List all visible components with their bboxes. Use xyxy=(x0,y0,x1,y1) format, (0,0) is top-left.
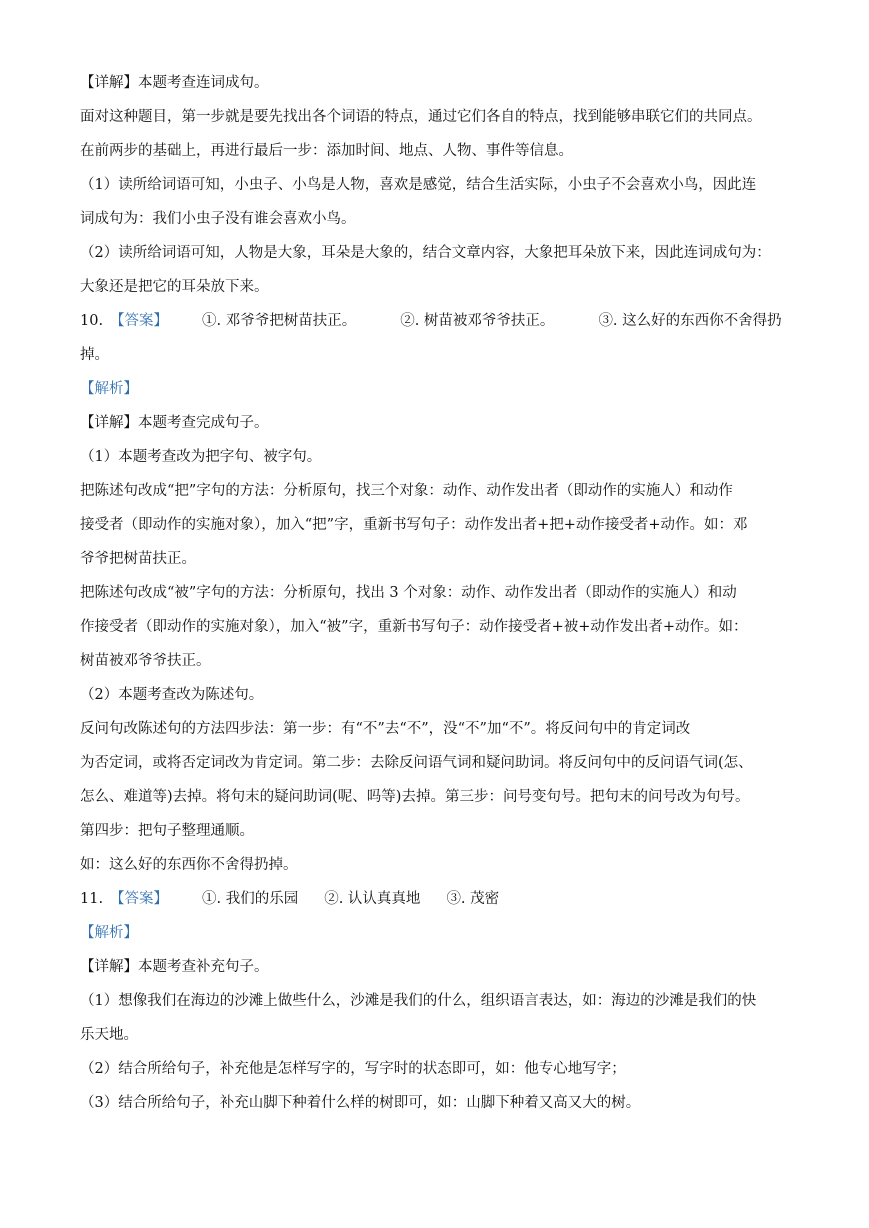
answer-item: ②. 认认真真地 xyxy=(324,891,421,907)
paragraph-line: （1）想像我们在海边的沙滩上做些什么，沙滩是我们的什么，组织语言表达，如：海边的沙滩是我们的快 xyxy=(80,993,757,1009)
answer-item: ②. 树苗被邓爷爷扶正。 xyxy=(400,313,555,329)
paragraph-line: 为否定词，或将否定词改为肯定词。第二步：去除反问语气词和疑问助词。将反问句中的反问语气词(怎、 xyxy=(80,755,753,771)
answer-tag: 【答案】 xyxy=(110,313,168,329)
paragraph-line: （2）结合所给句子，补充他是怎样写字的，写字时的状态即可，如：他专心地写字； xyxy=(80,1061,626,1077)
paragraph-line: 接受者（即动作的实施对象），加入“把”字，重新书写句子：动作发出者+把+动作接受者+动作。如：邓 xyxy=(80,517,748,533)
paragraph-line: 乐天地。 xyxy=(80,1027,138,1043)
q10-answer-line xyxy=(80,311,795,331)
paragraph-line: 如：这么好的东西你不舍得扔掉。 xyxy=(80,857,298,873)
detail-heading-q10: 【详解】本题考查完成句子。 xyxy=(80,415,269,431)
paragraph-line: 怎么、难道等)去掉。将句末的疑问助词(呢、吗等)去掉。第三步：问号变句号。把句末的问号改为句号。 xyxy=(80,789,750,805)
paragraph-line: 树苗被邓爷爷扶正。 xyxy=(80,653,211,669)
answer-item: ③. 这么好的东西你不舍得扔 xyxy=(598,313,782,329)
paragraph-line: 掉。 xyxy=(80,347,109,363)
detail-heading-q9: 【详解】本题考查连词成句。 xyxy=(80,75,269,91)
answer-item: ①. 邓爷爷把树苗扶正。 xyxy=(202,313,357,329)
question-number: 10. xyxy=(80,313,104,329)
answer-item: ①. 我们的乐园 xyxy=(202,891,299,907)
paragraph-line: 爷爷把树苗扶正。 xyxy=(80,551,196,567)
analysis-tag: 【解析】 xyxy=(80,925,138,941)
q11-answer-line xyxy=(80,889,795,909)
paragraph-line: 作接受者（即动作的实施对象），加入“被”字，重新书写句子：动作接受者+被+动作发出者+动作。如： xyxy=(80,619,748,635)
paragraph-line: （1）读所给词语可知，小虫子、小鸟是人物，喜欢是感觉，结合生活实际，小虫子不会喜欢小鸟，因此连 xyxy=(80,177,757,193)
paragraph-line: 面对这种题目，第一步就是要先找出各个词语的特点，通过它们各自的特点，找到能够串联它们的共同点。 xyxy=(80,109,762,125)
answer-item: ③. 茂密 xyxy=(446,891,500,907)
paragraph-line: 词成句为：我们小虫子没有谁会喜欢小鸟。 xyxy=(80,211,356,227)
paragraph-line: 反问句改陈述句的方法四步法：第一步：有“不”去“不”，没“不”加“不”。将反问句中的肯定词改 xyxy=(80,721,691,737)
answer-tag: 【答案】 xyxy=(110,891,168,907)
paragraph-line: 第四步：把句子整理通顺。 xyxy=(80,823,254,839)
paragraph-line: （2）本题考查改为陈述句。 xyxy=(80,687,264,703)
paragraph-line: 把陈述句改成“被”字句的方法：分析原句，找出 3 个对象：动作、动作发出者（即动作的实施人）和动 xyxy=(80,585,737,601)
paragraph-line: （3）结合所给句子，补充山脚下种着什么样的树即可，如：山脚下种着又高又大的树。 xyxy=(80,1095,641,1111)
paragraph-line: （1）本题考查改为把字句、被字句。 xyxy=(80,449,322,465)
detail-heading-q11: 【详解】本题考查补充句子。 xyxy=(80,959,269,975)
question-number: 11. xyxy=(80,891,104,907)
paragraph-line: 把陈述句改成“把”字句的方法：分析原句，找三个对象：动作、动作发出者（即动作的实施人）和动作 xyxy=(80,483,733,499)
paragraph-line: （2）读所给词语可知，人物是大象，耳朵是大象的，结合文章内容，大象把耳朵放下来，因此连词成句为： xyxy=(80,245,771,261)
analysis-tag: 【解析】 xyxy=(80,381,138,397)
paragraph-line: 大象还是把它的耳朵放下来。 xyxy=(80,279,269,295)
paragraph-line: 在前两步的基础上，再进行最后一步：添加时间、地点、人物、事件等信息。 xyxy=(80,143,573,159)
